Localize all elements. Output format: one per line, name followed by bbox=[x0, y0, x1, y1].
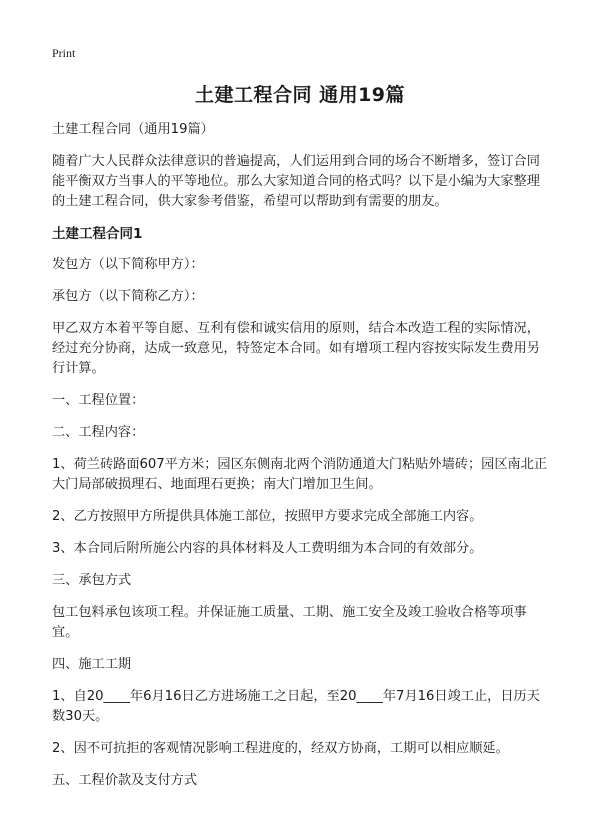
party-a-line: 发包方（以下简称甲方）： bbox=[52, 257, 204, 272]
clause-item: 包工包料承包该项工程。并保证施工质量、工期、施工安全及竣工验收合格等项事宜。 bbox=[52, 605, 527, 640]
clause-item: 1、荷兰砖路面607平方米；园区东侧南北两个消防通道大门粘贴外墙砖；园区南北正大门局部破损理石、地面理石更换；南大门增加卫生间。 bbox=[52, 457, 548, 492]
clause-heading: 二、工程内容： bbox=[52, 425, 145, 440]
clause-item: 1、自20____年6月16日乙方进场施工之日起，至20____年7月16日竣工止，日历天数30天。 bbox=[52, 689, 540, 724]
clause-heading: 三、承包方式 bbox=[52, 573, 132, 588]
document-title: 土建工程合同 通用19篇 bbox=[194, 84, 406, 106]
clause-item: 2、乙方按照甲方所提供具体施工部位，按照甲方要求完成全部施工内容。 bbox=[52, 509, 483, 524]
section-heading: 土建工程合同1 bbox=[52, 226, 143, 242]
clause-heading: 五、工程价款及支付方式 bbox=[52, 773, 198, 788]
clause-heading: 一、工程位置： bbox=[52, 393, 145, 408]
document-body bbox=[52, 120, 552, 803]
clause-heading: 四、施工工期 bbox=[52, 657, 132, 672]
clause-item: 3、本合同后附所施公内容的具体材料及人工费明细为本合同的有效部分。 bbox=[52, 541, 483, 556]
subtitle: 土建工程合同（通用19篇） bbox=[52, 122, 214, 137]
intro-paragraph: 随着广大人民群众法律意识的普遍提高，人们运用到合同的场合不断增多，签订合同能平衡双方当事人的平等地位。那么大家知道合同的格式吗？以下是小编为大家整理的土建工程合同，供大家参考借鉴，希望可以帮助到有需要的朋友。 bbox=[52, 154, 540, 209]
party-b-line: 承包方（以下简称乙方）： bbox=[52, 289, 204, 304]
clause-item: 2、因不可抗拒的客观情况影响工程进度的，经双方协商，工期可以相应顺延。 bbox=[52, 741, 509, 756]
agreement-paragraph: 甲乙双方本着平等自愿、互利有偿和诚实信用的原则，结合本改造工程的实际情况，经过充分协商，达成一致意见，特签定本合同。如有增项工程内容按实际发生费用另行计算。 bbox=[52, 321, 540, 376]
print-label: Print bbox=[52, 46, 76, 60]
